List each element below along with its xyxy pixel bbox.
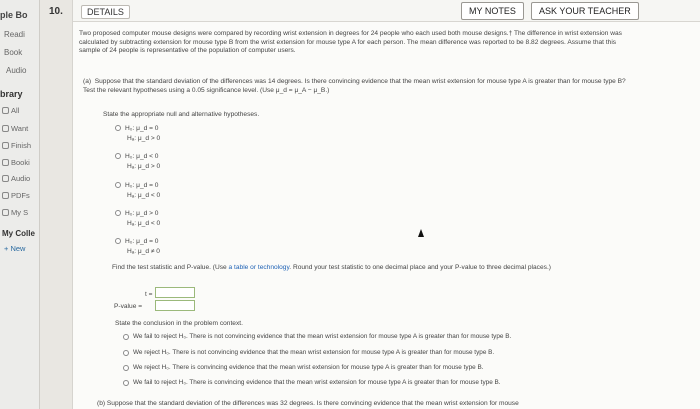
find-instruction: Find the test statistic and P-value. (Use a table or technology. Round your test statistic to one decimal place and your P-value to three decimal places.) [112, 264, 551, 271]
bookmark-icon [2, 125, 9, 132]
radio-button[interactable] [115, 238, 121, 244]
my-notes-button[interactable]: MY NOTES [461, 2, 524, 20]
radio-button[interactable] [123, 380, 129, 386]
sidebar-item-books[interactable]: Booki [2, 158, 30, 167]
mouse-cursor-icon [418, 229, 424, 237]
details-button[interactable]: DETAILS [81, 5, 130, 19]
book-icon [2, 159, 9, 166]
radio-button[interactable] [123, 365, 129, 371]
t-statistic-label: t = [145, 291, 153, 298]
check-icon [2, 142, 9, 149]
sidebar-item-pdfs[interactable]: PDFs [2, 191, 30, 200]
sidebar-item-all[interactable]: All [2, 106, 19, 115]
question-header [73, 0, 700, 22]
sample-icon [2, 209, 9, 216]
p-value-label: P-value = [114, 303, 143, 310]
part-b-prompt: (b) Suppose that the standard deviation of the differences was 32 degrees. Is there convincing evidence that the mean wrist extension for mouse [97, 400, 519, 407]
left-sidebar [0, 0, 40, 409]
sidebar-item-finished[interactable]: Finish [2, 141, 31, 150]
t-statistic-input[interactable] [155, 287, 195, 298]
question-intro: Two proposed computer mouse designs were compared by recording wrist extension in degrees for 24 people who each used both mouse designs.† The difference in wrist extension was calculated by subtracting extension for mouse type B from the wrist extension for mouse type A for each person. The mean difference was reported to be 8.82 degrees. Assume that this sample of 24 people is representative of the population of computer users. [79, 30, 622, 55]
table-or-technology-link[interactable]: a table or technology [228, 264, 290, 271]
radio-button[interactable] [115, 210, 121, 216]
document-icon [2, 192, 9, 199]
question-number: 10. [49, 6, 63, 17]
part-a-prompt: (a) Suppose that the standard deviation of the differences was 14 degrees. Is there convincing evidence that the mean wrist extension for mouse type A is greater than for mouse type B? Test the relevant hypotheses using a 0.05 significance level. (Use μ_d = μ_A − μ_B.) [83, 78, 626, 94]
ask-teacher-button[interactable]: ASK YOUR TEACHER [531, 2, 639, 20]
sidebar-nav-reading[interactable]: Readi [4, 30, 25, 39]
p-value-input[interactable] [155, 300, 195, 311]
sidebar-collections-heading: My Colle [2, 229, 35, 238]
sidebar-item-my-samples[interactable]: My S [2, 208, 28, 217]
sidebar-library-heading: brary [0, 89, 23, 99]
sidebar-title: ple Bo [0, 10, 28, 20]
conclusion-instruction: State the conclusion in the problem context. [115, 320, 243, 327]
hypotheses-instruction: State the appropriate null and alternative hypotheses. [103, 111, 260, 118]
headphones-icon [2, 175, 9, 182]
radio-button[interactable] [115, 153, 121, 159]
sidebar-nav-audio[interactable]: Audio [6, 66, 27, 75]
sidebar-item-want[interactable]: Want [2, 124, 28, 133]
new-collection-button[interactable]: + New [4, 244, 26, 253]
question-panel: DETAILS MY NOTES ASK YOUR TEACHER Two proposed computer mouse designs were compared by recording wrist extension in degrees for 24 people who each used both mouse designs.† The difference in wrist extension was calculated by subtracting extension for mouse type B from the wrist extension for mouse type A for each person. The mean difference was reported to be 8.82 degrees. Assume that this sample of 24 people is representative of the population of computer users. (a) Suppose that the standard deviation of the differences was 14 degrees. Is there convincing evidence that the mean wrist extension for mouse type A is greater than for mouse type B? Test the relevant hypotheses using a 0.05 significance level. (Use μ_d = μ_A − μ_B.) State the appropriate null and alternative hypotheses. H₀: μ_d = 0 Hₐ: μ_d > 0 H₀: μ_d < 0 Hₐ: μ_d > 0 H₀: μ_d = 0 Hₐ: μ_d < 0 H₀: μ_d > 0 Hₐ: μ_d < 0 H₀: μ_d = 0 Hₐ: μ_d ≠ 0 Find the test statistic and P-value. (Use a table or technology. Round your test statistic to one decimal place and your P-value to three decimal places.) t = P-value = State the conclusion in the problem context. We fail to reject H₀. There is not convincing evidence that the mean wrist extension for mouse type A is greater than for mouse type B. We reject H₀. There is not convincing evidence that the mean wrist extension for mouse type A is greater than for mouse type B. We reject H₀. There is convincing evidence that the mean wrist extension for mouse type A is greater than for mouse type B. We fail to reject H₀. There is convincing evidence that the mean wrist extension for mouse type A is greater than for mouse type B. (b) Suppose that the standard deviation of the differences was 32 degrees. Is there convincing evidence that the mean wrist extension for mouse [72, 0, 700, 409]
sidebar-nav-book[interactable]: Book [4, 48, 23, 57]
books-icon [2, 107, 9, 114]
radio-button[interactable] [115, 182, 121, 188]
radio-button[interactable] [123, 334, 129, 340]
sidebar-item-audiobooks[interactable]: Audio [2, 174, 30, 183]
radio-button[interactable] [115, 125, 121, 131]
radio-button[interactable] [123, 350, 129, 356]
